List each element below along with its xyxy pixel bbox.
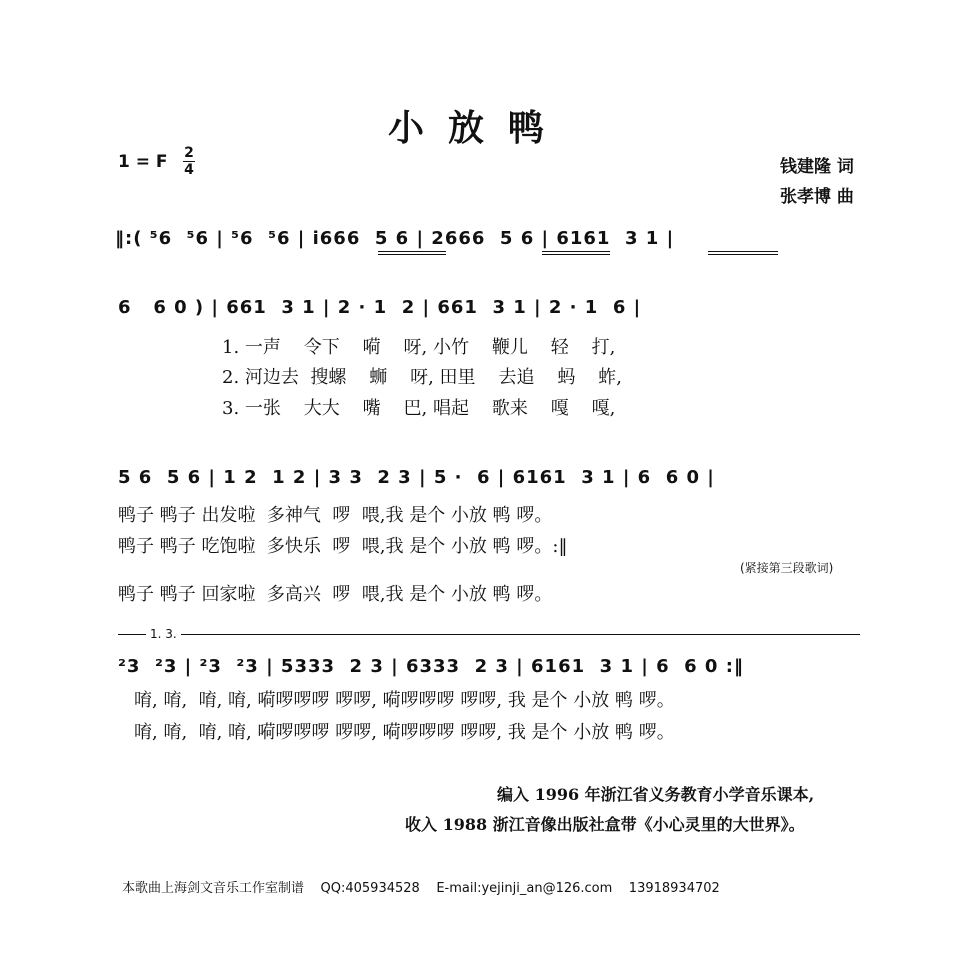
- volta-label: 1. 3.: [146, 627, 181, 641]
- notation-row-4: ²3 ²3 | ²3 ²3 | 5333 2 3 | 6333 2 3 | 6161 3 1 | 6 6 0 :‖: [118, 656, 744, 677]
- time-signature-numerator: 2: [184, 145, 194, 161]
- volta-bracket: [118, 634, 860, 635]
- song-title: 小放鸭: [388, 108, 569, 149]
- source-note-2: 收入 1988 浙江音像出版社盒带《小心灵里的大世界》。: [405, 815, 805, 834]
- underline: [542, 251, 610, 252]
- source-note-1: 编入 1996 年浙江省义务教育小学音乐课本,: [497, 785, 815, 804]
- footer-credit: 本歌曲上海剑文音乐工作室制谱 QQ:405934528 E-mail:yejinji_an@126.com 13918934702: [122, 881, 720, 896]
- lyrics-line-2: 鸭子 鸭子 吃饱啦 多快乐 啰 喂,我 是个 小放 鸭 啰。:‖: [118, 536, 568, 557]
- notation-row-1: ‖:( ⁵6 ⁵6 | ⁵6 ⁵6 | i666 5 6 | 2666 5 6 | 6161 3 1 |: [115, 228, 675, 249]
- continuation-note: (紧接第三段歌词): [740, 561, 834, 575]
- underline: [542, 254, 610, 255]
- notation-row-2: 6 6 0 ) | 661 3 1 | 2 · 1 2 | 661 3 1 | 2 · 1 6 |: [118, 297, 642, 318]
- underline: [378, 251, 446, 252]
- lyrics-line-1: 鸭子 鸭子 出发啦 多神气 啰 喂,我 是个 小放 鸭 啰。: [118, 505, 553, 526]
- underline: [378, 254, 446, 255]
- lyrics-verse-1: 1. 一声 令下 嗬 呀, 小竹 鞭儿 轻 打,: [222, 337, 616, 358]
- time-signature-denominator: 4: [184, 162, 194, 178]
- composer-credit: 张孝博 曲: [780, 187, 854, 207]
- coda-lyrics-1: 唷, 唷, 唷, 唷, 嗬啰啰啰 啰啰, 嗬啰啰啰 啰啰, 我 是个 小放 鸭 啰。: [134, 690, 675, 711]
- lyrics-line-3: 鸭子 鸭子 回家啦 多高兴 啰 喂,我 是个 小放 鸭 啰。: [118, 584, 553, 605]
- notation-row-3: 5 6 5 6 | 1 2 1 2 | 3 3 2 3 | 5 · 6 | 6161 3 1 | 6 6 0 |: [118, 467, 715, 488]
- lyrics-verse-2: 2. 河边去 搜螺 蛳 呀, 田里 去追 蚂 蚱,: [222, 367, 622, 388]
- lyrics-verse-3: 3. 一张 大大 嘴 巴, 唱起 歌来 嘎 嘎,: [222, 398, 616, 419]
- coda-lyrics-2: 唷, 唷, 唷, 唷, 嗬啰啰啰 啰啰, 嗬啰啰啰 啰啰, 我 是个 小放 鸭 啰。: [134, 722, 675, 743]
- underline: [708, 251, 778, 252]
- underline: [708, 254, 778, 255]
- lyricist-credit: 钱建隆 词: [780, 157, 854, 177]
- key-signature: 1 = F: [118, 152, 168, 172]
